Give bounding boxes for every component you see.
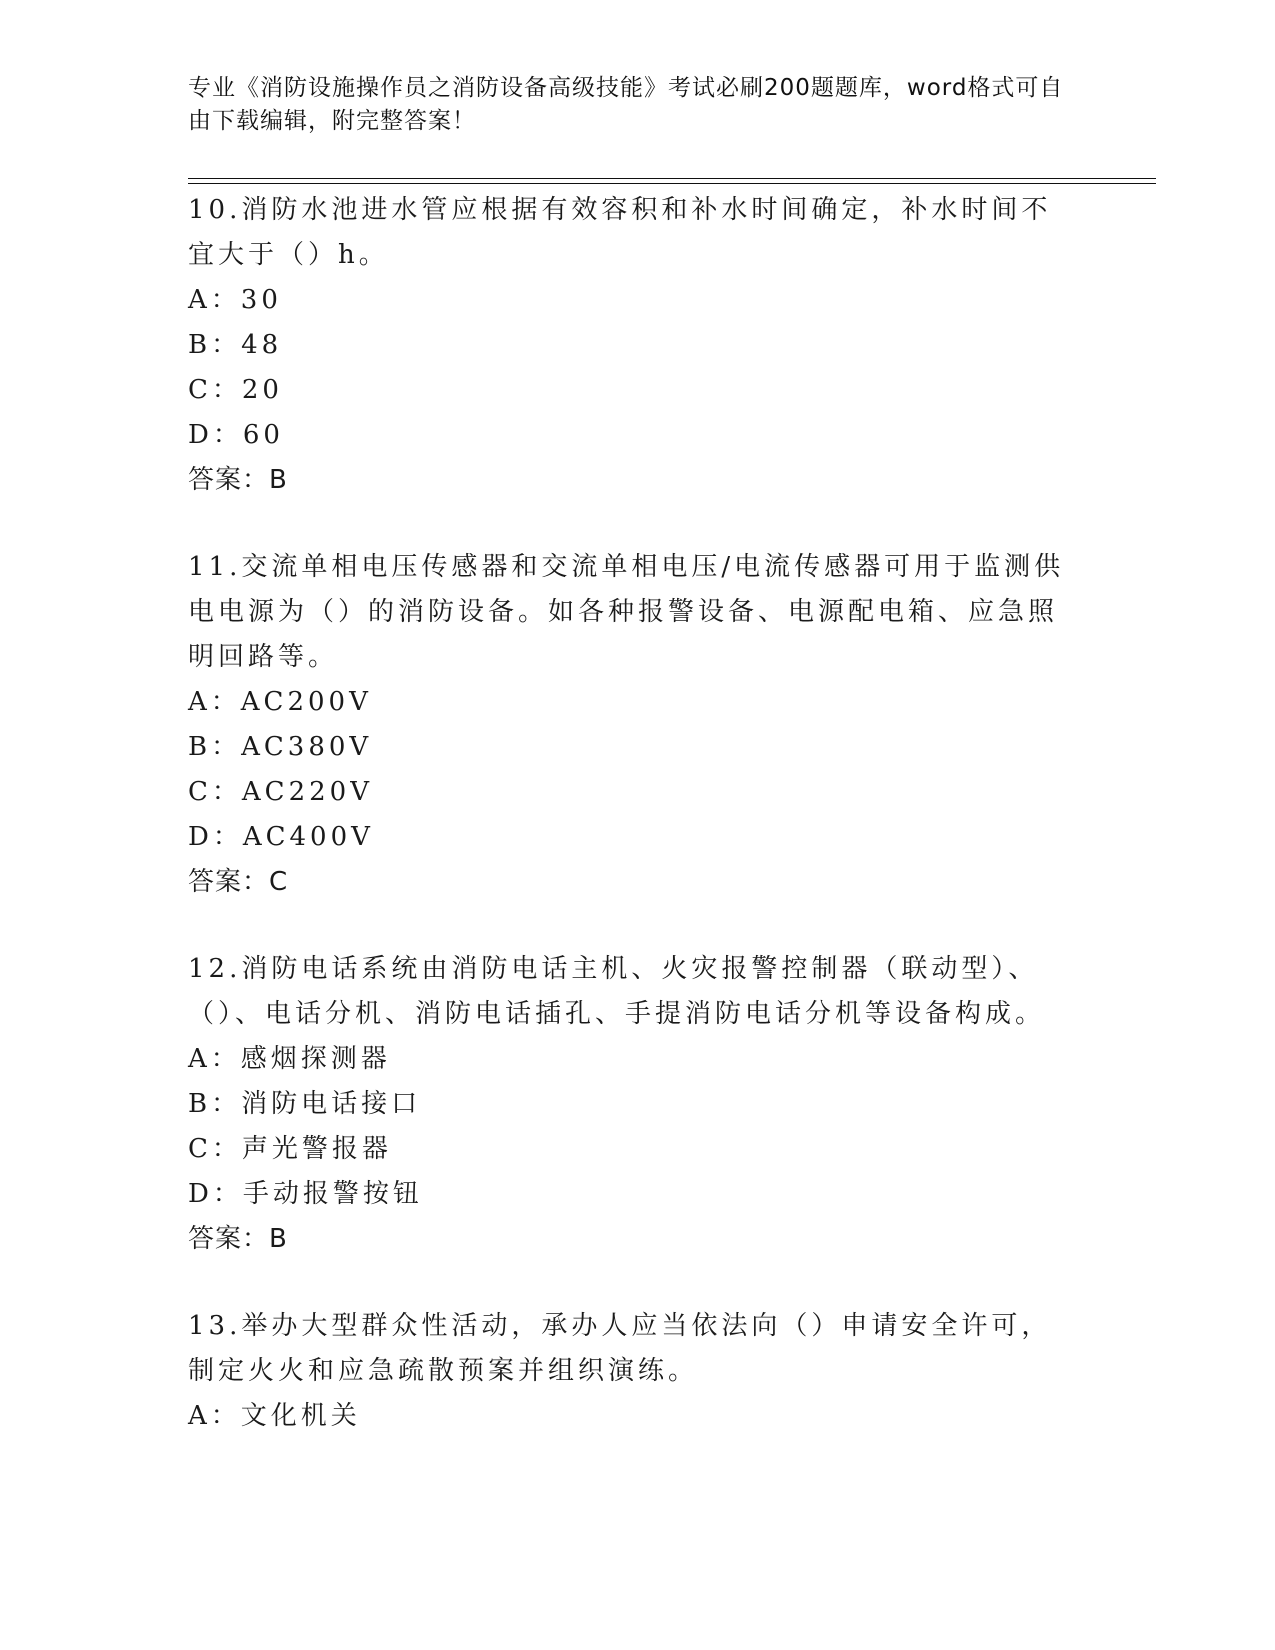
question-stem: 11.交流单相电压传感器和交流单相电压/电流传感器可用于监测供电电源为（）的消防设备。如各种报警设备、电源配电箱、应急照明回路等。 <box>188 552 1065 672</box>
option-d: D：AC400V <box>188 822 374 852</box>
option-b: B：AC380V <box>188 732 373 762</box>
question-12 <box>188 947 1078 1262</box>
question-stem: 12.消防电话系统由消防电话主机、火灾报警控制器（联动型）、（）、电话分机、消防电话插孔、手提消防电话分机等设备构成。 <box>188 954 1046 1029</box>
option-a: A：感烟探测器 <box>188 1044 391 1074</box>
question-11 <box>188 545 1078 905</box>
question-stem: 10.消防水池进水管应根据有效容积和补水时间确定，补水时间不宜大于（）h。 <box>188 195 1052 270</box>
option-c: C：声光警报器 <box>188 1134 392 1164</box>
question-13 <box>188 1304 1078 1439</box>
answer: 答案：B <box>188 1224 288 1254</box>
answer: 答案：B <box>188 465 288 495</box>
option-d: D：手动报警按钮 <box>188 1179 423 1209</box>
option-b: B：48 <box>188 330 283 360</box>
option-c: C：20 <box>188 375 283 405</box>
option-a: A：文化机关 <box>188 1401 361 1431</box>
option-b: B：消防电话接口 <box>188 1089 422 1119</box>
answer: 答案：C <box>188 867 289 897</box>
question-10 <box>188 188 1078 503</box>
option-a: A：AC200V <box>188 687 372 717</box>
question-stem: 13.举办大型群众性活动，承办人应当依法向（）申请安全许可，制定火火和应急疏散预案并组织演练。 <box>188 1311 1052 1386</box>
option-a: A：30 <box>188 285 282 315</box>
document-header: 专业《消防设施操作员之消防设备高级技能》考试必刷200题题库，word格式可自由下载编辑，附完整答案！ <box>188 75 1064 134</box>
question-list <box>188 188 1078 1481</box>
option-c: C：AC220V <box>188 777 373 807</box>
header-divider-top <box>188 178 1156 179</box>
header-divider-bottom <box>188 183 1156 184</box>
option-d: D：60 <box>188 420 284 450</box>
